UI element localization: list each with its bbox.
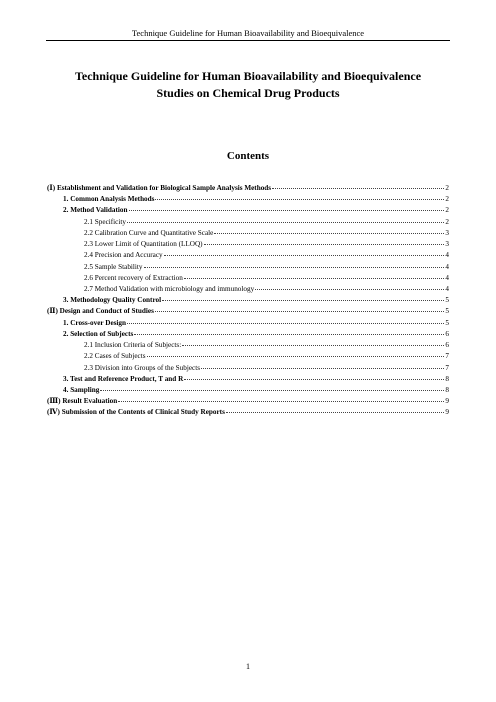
toc-entry[interactable] [47, 295, 449, 306]
toc-entry[interactable] [47, 273, 449, 284]
toc-entry-title: 2.7 Method Validation with microbiology and immunology [84, 284, 255, 293]
toc-entry[interactable] [47, 374, 449, 385]
toc-entry-page: 5 [445, 307, 449, 316]
toc-dot-leader [118, 400, 444, 402]
toc-entry-page: 9 [445, 397, 449, 406]
toc-entry-title: 3. Test and Reference Product, T and R [63, 374, 184, 383]
toc-entry[interactable] [47, 306, 449, 317]
toc-entry-page: 2 [445, 195, 449, 204]
toc-entry[interactable] [47, 205, 449, 216]
page-number: 1 [246, 662, 250, 671]
toc-entry-page: 4 [445, 284, 449, 293]
toc-dot-leader [134, 333, 444, 335]
toc-entry-page: 2 [445, 217, 449, 226]
toc-entry-title: (Ⅳ) Submission of the Contents of Clinical Study Reports [47, 408, 225, 417]
toc-dot-leader [164, 254, 445, 256]
toc-entry-page: 4 [445, 251, 449, 260]
header-divider [46, 40, 450, 41]
toc-entry-title: 2.6 Percent recovery of Extraction [84, 273, 183, 282]
toc-entry[interactable] [47, 385, 449, 396]
toc-entry-page: 8 [445, 374, 449, 383]
toc-entry-page: 4 [445, 273, 449, 282]
title-line-1: Technique Guideline for Human Bioavailability and Bioequivalence [74, 69, 422, 83]
toc-entry[interactable] [47, 351, 449, 362]
title-line-2: Studies on Chemical Drug Products [156, 86, 340, 100]
toc-entry[interactable] [47, 318, 449, 329]
toc-entry[interactable] [47, 183, 449, 194]
toc-dot-leader [155, 198, 444, 200]
toc-entry-page: 3 [445, 228, 449, 237]
toc-dot-leader [201, 367, 444, 369]
toc-entry-page: 6 [445, 329, 449, 338]
document-title [0, 68, 496, 102]
toc-entry-title: (Ⅱ) Design and Conduct of Studies [47, 307, 154, 316]
toc-dot-leader [144, 266, 445, 268]
toc-entry[interactable] [47, 329, 449, 340]
toc-entry-title: 4. Sampling [63, 385, 100, 394]
toc-entry-title: 2.2 Calibration Curve and Quantitative Scale [84, 228, 214, 237]
toc-entry[interactable] [47, 228, 449, 239]
running-header: Technique Guideline for Human Bioavailability and Bioequivalence [131, 28, 365, 38]
toc-dot-leader [184, 378, 444, 380]
toc-entry-title: 2.4 Precision and Accuracy [84, 251, 163, 260]
toc-entry-page: 5 [445, 296, 449, 305]
toc-dot-leader [184, 277, 445, 279]
toc-entry[interactable] [47, 396, 449, 407]
toc-entry-page: 8 [445, 385, 449, 394]
toc-entry-title: 3. Methodology Quality Control [63, 296, 162, 305]
toc-dot-leader [182, 344, 444, 346]
toc-dot-leader [127, 322, 444, 324]
toc-entry-title: 2.3 Lower Limit of Quantitation (LLOQ) [84, 240, 203, 249]
toc-dot-leader [226, 411, 445, 413]
toc-entry-page: 6 [445, 341, 449, 350]
toc-entry[interactable] [47, 250, 449, 261]
toc-entry[interactable] [47, 262, 449, 273]
toc-entry[interactable] [47, 239, 449, 250]
toc-entry-page: 2 [445, 206, 449, 215]
toc-dot-leader [127, 221, 444, 223]
toc-dot-leader [162, 299, 444, 301]
table-of-contents [47, 183, 449, 419]
toc-dot-leader [100, 389, 444, 391]
contents-heading: Contents [226, 150, 270, 162]
toc-dot-leader [155, 310, 445, 312]
toc-entry-page: 4 [445, 262, 449, 271]
toc-entry-title: 2. Selection of Subjects [63, 329, 134, 338]
toc-dot-leader [272, 187, 444, 189]
toc-entry-title: 2.1 Inclusion Criteria of Subjects: [84, 341, 182, 350]
toc-entry-title: (Ⅰ) Establishment and Validation for Biological Sample Analysis Methods [47, 184, 272, 192]
toc-entry-page: 2 [445, 184, 449, 192]
toc-entry-title: 2. Method Validation [63, 206, 128, 215]
toc-entry[interactable] [47, 407, 449, 418]
toc-entry[interactable] [47, 340, 449, 351]
toc-entry-title: 2.5 Sample Stability [84, 262, 143, 271]
toc-entry-title: 2.1 Specificity [84, 217, 126, 226]
toc-entry-title: 2.3 Division into Groups of the Subjects [84, 363, 200, 372]
toc-entry[interactable] [47, 217, 449, 228]
toc-entry-page: 7 [445, 363, 449, 372]
toc-entry-page: 3 [445, 240, 449, 249]
toc-entry-title: 2.2 Cases of Subjects [84, 352, 146, 361]
toc-dot-leader [129, 209, 445, 211]
toc-entry-title: (Ⅲ) Result Evaluation [47, 397, 118, 406]
toc-dot-leader [147, 355, 445, 357]
toc-entry-page: 5 [445, 318, 449, 327]
toc-dot-leader [204, 243, 445, 245]
toc-entry-page: 9 [445, 408, 449, 417]
toc-entry[interactable] [47, 194, 449, 205]
toc-entry[interactable] [47, 363, 449, 374]
toc-dot-leader [255, 288, 444, 290]
toc-entry-page: 7 [445, 352, 449, 361]
toc-dot-leader [214, 232, 444, 234]
toc-entry-title: 1. Common Analysis Methods [63, 195, 155, 204]
toc-entry-title: 1. Cross-over Design [63, 318, 127, 327]
toc-entry[interactable] [47, 284, 449, 295]
